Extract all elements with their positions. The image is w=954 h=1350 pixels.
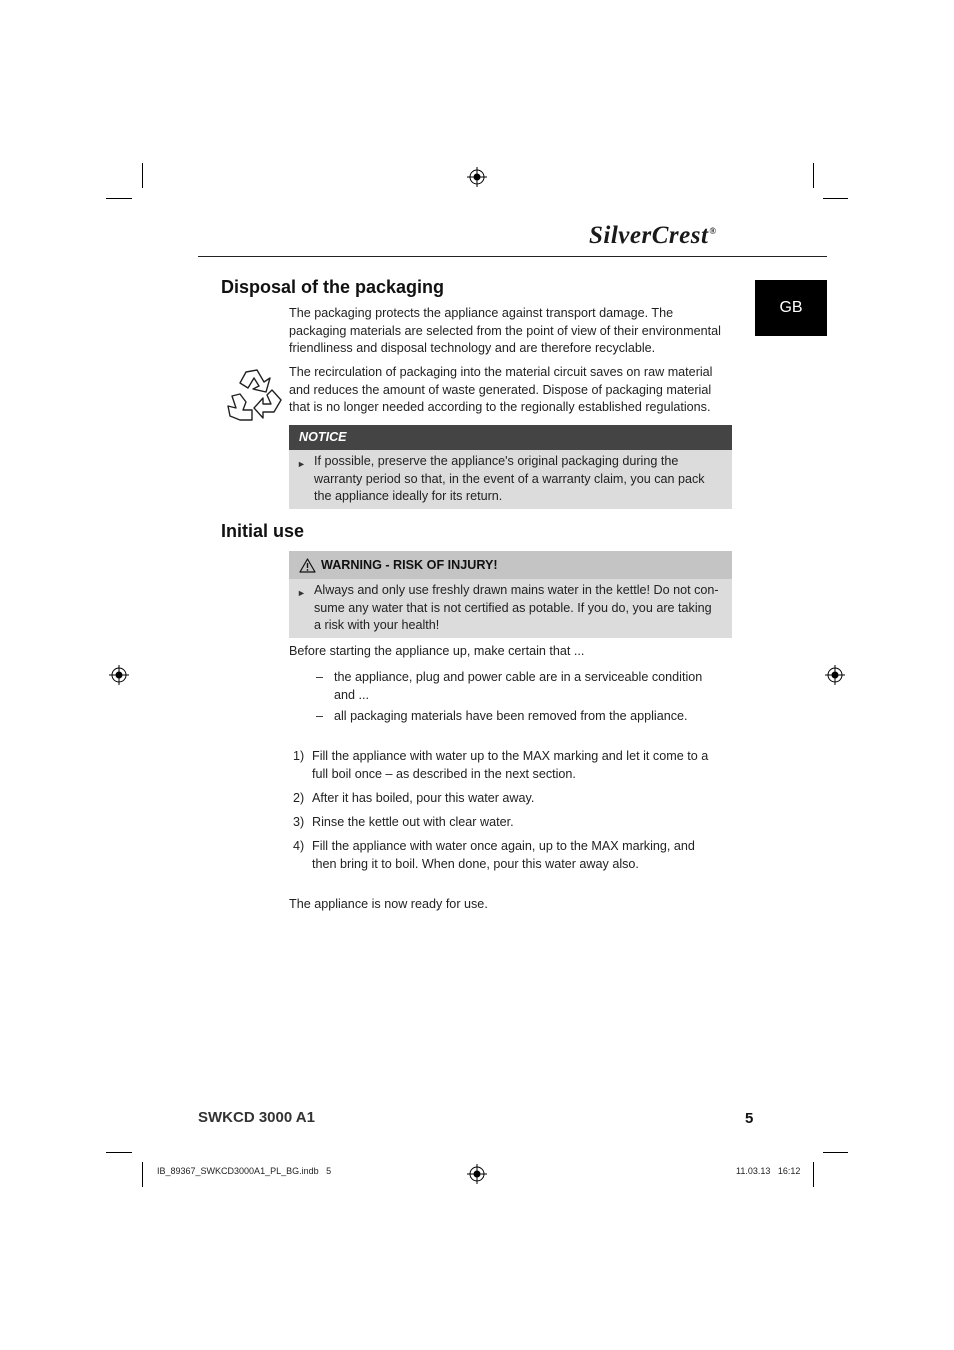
- crop-mark: [823, 1152, 848, 1153]
- notice-body: [289, 450, 732, 509]
- step-number: 3): [293, 815, 305, 829]
- check-text: the appliance, plug and power cable are in a serviceable condition and ...: [334, 670, 703, 702]
- check-item: [316, 708, 716, 726]
- dash-marker: –: [316, 670, 324, 684]
- step-number: 2): [293, 791, 305, 805]
- print-slug-date: 11.03.13 16:12: [736, 1166, 801, 1176]
- crop-mark: [813, 163, 814, 188]
- crop-mark: [813, 1162, 814, 1187]
- notice-title: NOTICE: [289, 425, 732, 450]
- disposal-paragraph: The recirculation of packaging into the material circuit saves on raw material and reduces the amount of waste generated. Dispose of packaging material that is no longer needed according to the regionally established regulations.: [289, 365, 713, 414]
- header-rule: [198, 256, 827, 257]
- intro-text: Before starting the appliance up, make certain that ...: [289, 644, 585, 658]
- disposal-paragraph: The packaging protects the appliance against transport damage. The packaging materials are selected from the point of view of their environmental friendliness and disposal technology and are therefore recyclable.: [289, 306, 721, 355]
- registration-mark-icon: [109, 665, 129, 685]
- crop-mark: [823, 198, 848, 199]
- check-text: all packaging materials have been removed from the appliance.: [334, 709, 688, 723]
- registration-mark-icon: [825, 665, 845, 685]
- bullet-arrow-icon: ►: [297, 459, 306, 469]
- registration-mark-icon: [467, 167, 487, 187]
- dash-marker: –: [316, 709, 324, 723]
- crop-mark: [106, 198, 132, 199]
- step-item: [293, 814, 718, 832]
- bullet-arrow-icon: ►: [297, 588, 306, 598]
- step-item: [293, 838, 718, 873]
- warning-triangle-icon: [299, 558, 316, 573]
- warning-box: [289, 551, 732, 638]
- step-number: 1): [293, 749, 305, 763]
- step-number: 4): [293, 839, 305, 853]
- warning-text: Always and only use freshly drawn mains water in the kettle! Do not con-sume any water that is not certified as potable. If you do, you are taking a risk with your health!: [314, 583, 719, 632]
- warning-header: [289, 551, 732, 579]
- closing-text: The appliance is now ready for use.: [289, 897, 488, 911]
- warning-title: WARNING - RISK OF INJURY!: [321, 558, 498, 572]
- crop-mark: [142, 1162, 143, 1187]
- section-heading-initial-use: Initial use: [221, 521, 305, 541]
- language-tab: GB: [755, 280, 827, 336]
- brand-name: SilverCrest: [589, 222, 709, 249]
- section-heading-disposal: Disposal of the packaging: [221, 277, 445, 297]
- brand-registered-mark: ®: [709, 226, 717, 236]
- print-slug-file: IB_89367_SWKCD3000A1_PL_BG.indb 5: [157, 1166, 332, 1176]
- notice-text: If possible, preserve the appliance's original packaging during the warranty period so that, in the event of a warranty claim, you can pack the appliance ideally for its return.: [314, 454, 705, 503]
- check-item: [316, 669, 716, 704]
- step-text: Rinse the kettle out with clear water.: [312, 815, 514, 829]
- step-item: [293, 748, 718, 783]
- crop-mark: [142, 163, 143, 188]
- step-item: [293, 790, 718, 808]
- crop-mark: [106, 1152, 132, 1153]
- page-number: 5: [745, 1110, 754, 1127]
- step-text: Fill the appliance with water once again, up to the MAX marking, and then bring it to boil. When done, pour this water away also.: [312, 839, 695, 871]
- step-text: Fill the appliance with water up to the MAX marking and let it come to a full boil once – as described in the next section.: [312, 749, 709, 781]
- warning-body: [289, 579, 732, 638]
- step-text: After it has boiled, pour this water away.: [312, 791, 535, 805]
- brand-logo: [589, 222, 717, 250]
- notice-box: [289, 425, 732, 509]
- model-number: SWKCD 3000 A1: [198, 1109, 315, 1126]
- recycle-icon: [226, 366, 284, 422]
- registration-mark-icon: [467, 1164, 487, 1184]
